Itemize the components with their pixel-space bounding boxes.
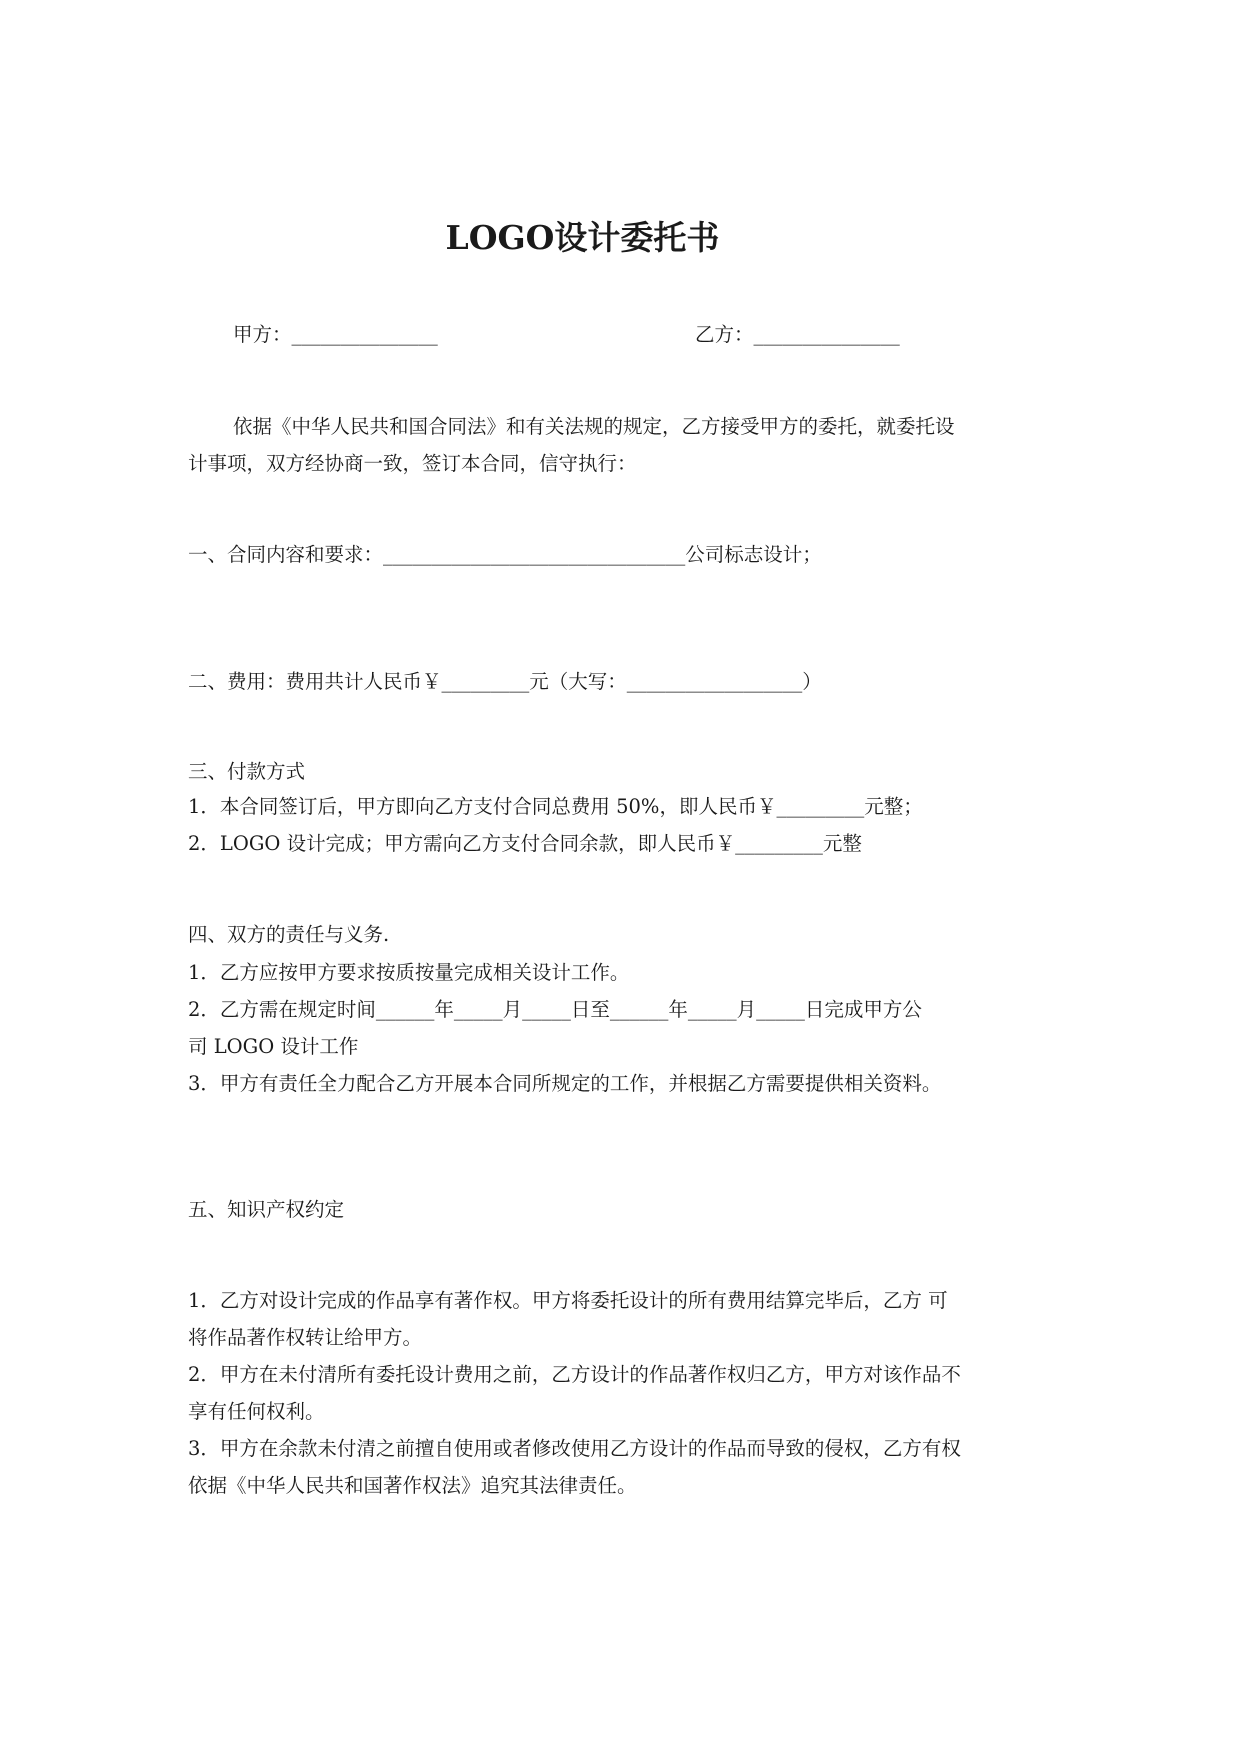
section5-item-2-line-2: 享有任何权利。 (188, 1400, 325, 1423)
preamble-line-1: 依据《中华人民共和国合同法》和有关法规的规定，乙方接受甲方的委托，就委托设 (233, 415, 955, 438)
party-b-line: 乙方：_______________ (695, 323, 900, 346)
section3-heading: 三、付款方式 (188, 760, 306, 783)
section5-item-3-line-2: 依据《中华人民共和国著作权法》追究其法律责任。 (188, 1474, 637, 1497)
section3-item-1: 1．本合同签订后，甲方即向乙方支付合同总费用 50%，即人民币￥_________元整； (188, 795, 923, 818)
document-title: LOGO设计委托书 (445, 218, 720, 257)
section5-item-2-line-1: 2．甲方在未付清所有委托设计费用之前，乙方设计的作品著作权归乙方，甲方对该作品不 (188, 1363, 961, 1386)
party-a-line: 甲方：_______________ (233, 323, 438, 346)
section4-item-2-line-1: 2．乙方需在规定时间______年_____月_____日至______年_____月_____日完成甲方公 (188, 998, 922, 1021)
section3-item-2: 2．LOGO 设计完成；甲方需向乙方支付合同余款，即人民币￥_________元整 (188, 832, 862, 855)
section2-text: 二、费用：费用共计人民币￥_________元（大写：__________________） (188, 670, 822, 693)
section4-heading: 四、双方的责任与义务. (188, 923, 390, 946)
preamble-line-2: 计事项，双方经协商一致，签订本合同，信守执行： (188, 452, 637, 475)
section5-heading: 五、知识产权约定 (188, 1198, 345, 1221)
section4-item-1: 1．乙方应按甲方要求按质按量完成相关设计工作。 (188, 961, 630, 984)
section4-item-2-line-2: 司 LOGO 设计工作 (188, 1035, 359, 1058)
section1-text: 一、合同内容和要求：_______________________________公司标志设计； (188, 543, 822, 566)
section5-item-3-line-1: 3．甲方在余款未付清之前擅自使用或者修改使用乙方设计的作品而导致的侵权，乙方有权 (188, 1437, 961, 1460)
section5-item-1-line-1: 1．乙方对设计完成的作品享有著作权。甲方将委托设计的所有费用结算完毕后，乙方 可 (188, 1289, 948, 1312)
section4-item-3: 3．甲方有责任全力配合乙方开展本合同所规定的工作，并根据乙方需要提供相关资料。 (188, 1072, 942, 1095)
section5-item-1-line-2: 将作品著作权转让给甲方。 (188, 1326, 423, 1349)
